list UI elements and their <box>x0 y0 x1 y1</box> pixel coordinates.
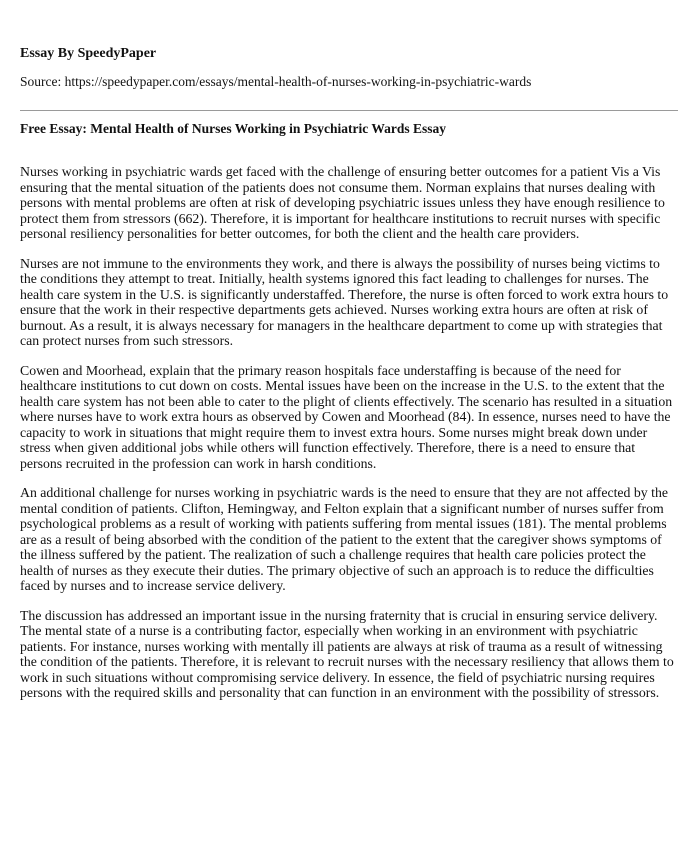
document-header-title: Essay By SpeedyPaper <box>20 46 157 61</box>
essay-paragraph: An additional challenge for nurses working in psychiatric wards is the need to ensure that they are not affected by the mental condition of patients. Clifton, Hemingway, and Felton explain that a significant number of nurses suffer from psychological problems as a result of working with patients suffering from mental issues (181). The mental problems are as a result of being absorbed with the condition of the patient to the extent that the caregiver shows symptoms of the illness suffered by the patient. The realization of such a challenge requires that health care policies protect the health of nurses as they execute their duties. The primary objective of such an approach is to reduce the difficulties faced by nurses and to increase service delivery. <box>20 485 668 593</box>
essay-title: Free Essay: Mental Health of Nurses Working in Psychiatric Wards Essay <box>20 121 447 136</box>
essay-paragraph: Cowen and Moorhead, explain that the primary reason hospitals face understaffing is because of the need for healthcare institutions to cut down on costs. Mental issues have been on the increase in the U.S. to the extent that the health care system has not been able to cater to the plight of clients effectively. The scenario has resulted in a situation where nurses have to work extra hours as observed by Cowen and Moorhead (84). In essence, nurses need to have the capacity to work in situations that might require them to invest extra hours. Some nurses might break down under stress when given additional jobs while others will function effectively. Therefore, there is a need to ensure that persons recruited in the profession can work in harsh conditions. <box>20 362 673 471</box>
essay-paragraph: Nurses working in psychiatric wards get faced with the challenge of ensuring better outcomes for a patient Vis a Vis ensuring that the mental situation of the patients does not consume them. Norman explains that nurses dealing with persons with mental problems are often at risk of developing psychiatric issues unless they have enough resilience to protect them from stressors (662). Therefore, it is important for healthcare institutions to recruit nurses with specific personal resiliency personalities for better outcomes, for both the client and the health care providers. <box>20 164 665 241</box>
essay-paragraph: Nurses are not immune to the environments they work, and there is always the possibility of nurses being victims to the conditions they attempt to treat. Initially, health systems ignored this fact leading to challenges for nurses. The health care system in the U.S. is significantly understaffed. Therefore, the nurse is often forced to work extra hours to ensure that the work in their respective departments gets achieved. Nurses working extra hours are often at risk of burnout. As a result, it is always necessary for managers in the healthcare department to come up with strategies that can protect nurses from such stressors. <box>20 255 669 348</box>
essay-paragraph: The discussion has addressed an important issue in the nursing fraternity that is crucial in ensuring service delivery. The mental state of a nurse is a contributing factor, especially when working in an environment with psychiatric patients. For instance, nurses working with mentally ill patients are always at risk of trauma as a result of witnessing the condition of the patients. Therefore, it is relevant to recruit nurses with the necessary resiliency that allows them to work in such situations without compromising service delivery. In essence, the field of psychiatric nursing requires persons with the required skills and personality that can function in an environment with the possibility of stressors. <box>20 607 674 700</box>
source-url: Source: https://speedypaper.com/essays/mental-health-of-nurses-working-in-psychiatric-wards <box>20 74 532 89</box>
essay-body <box>20 164 680 715</box>
header-divider <box>20 110 678 111</box>
